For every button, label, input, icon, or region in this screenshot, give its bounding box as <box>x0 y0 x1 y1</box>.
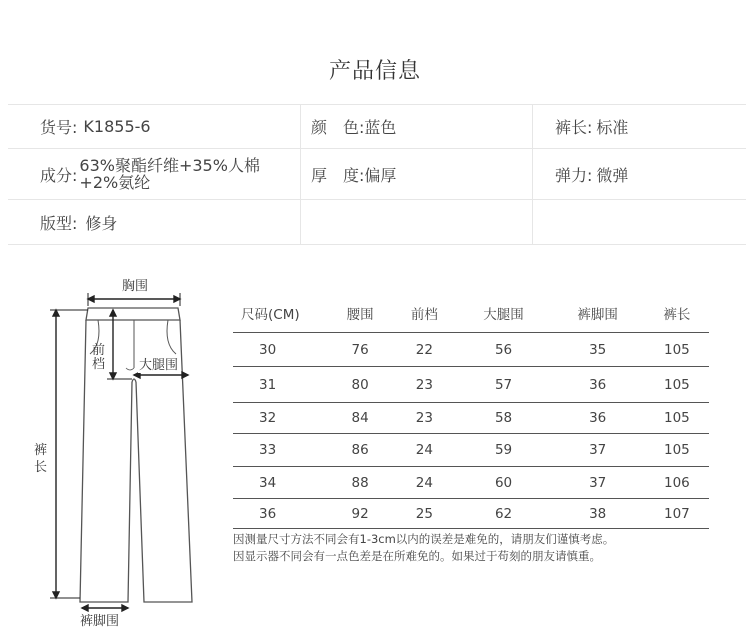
fit-label: 版型: <box>40 213 78 233</box>
stretch-value: 微弹 <box>596 165 629 185</box>
size-table-header-row <box>233 294 709 333</box>
empty-cell <box>300 200 532 244</box>
table-cell: 62 <box>456 499 550 529</box>
table-cell: 92 <box>328 499 392 529</box>
table-cell: 23 <box>392 403 456 434</box>
pants-measurement-diagram <box>28 272 228 637</box>
table-cell: 105 <box>645 403 709 434</box>
product-info-grid <box>8 104 746 245</box>
fit-value: 修身 <box>85 213 118 233</box>
header-thigh: 大腿围 <box>456 294 550 333</box>
color-label: 颜 色: <box>311 118 365 137</box>
table-cell: 106 <box>645 467 709 499</box>
table-row <box>233 367 709 403</box>
table-cell: 38 <box>551 499 645 529</box>
rise-label: 前档 <box>92 343 106 372</box>
table-cell: 34 <box>233 467 328 499</box>
table-cell: 31 <box>233 367 328 403</box>
thickness-cell <box>300 149 532 199</box>
color-difference-note: 因显示器不同会有一点色差是在所难免的。如果过于苟刻的朋友请慎重。 <box>233 549 601 563</box>
table-cell: 105 <box>645 333 709 367</box>
table-cell: 56 <box>456 333 550 367</box>
table-row <box>233 499 709 529</box>
table-cell: 86 <box>328 434 392 467</box>
header-rise: 前档 <box>392 294 456 333</box>
table-cell: 30 <box>233 333 328 367</box>
table-cell: 59 <box>456 434 550 467</box>
composition-cell <box>8 149 300 199</box>
info-row <box>8 148 746 199</box>
item-no-label: 货号: <box>40 118 78 137</box>
table-cell: 60 <box>456 467 550 499</box>
table-row <box>233 467 709 499</box>
hip-label: 胸围 <box>122 279 149 294</box>
table-cell: 105 <box>645 434 709 467</box>
length-type-value: 标准 <box>596 118 629 137</box>
table-cell: 35 <box>551 333 645 367</box>
table-cell: 33 <box>233 434 328 467</box>
thickness-value: 偏厚 <box>364 165 397 185</box>
table-row <box>233 403 709 434</box>
info-row <box>8 199 746 245</box>
measurement-note: 因测量尺寸方法不同会有1-3cm以内的误差是难免的，请朋友们谨慎考虑。 <box>233 532 615 546</box>
table-row <box>233 333 709 367</box>
table-cell: 84 <box>328 403 392 434</box>
empty-cell <box>532 200 746 244</box>
composition-line-2: +2%氨纶 <box>79 173 151 192</box>
color-cell <box>300 105 532 148</box>
header-waist: 腰围 <box>328 294 392 333</box>
table-cell: 36 <box>551 403 645 434</box>
size-table <box>233 294 709 529</box>
table-row <box>233 434 709 467</box>
table-cell: 76 <box>328 333 392 367</box>
pants-outline-icon <box>28 272 228 637</box>
table-cell: 37 <box>551 434 645 467</box>
table-cell: 88 <box>328 467 392 499</box>
length-type-cell <box>532 105 746 148</box>
table-cell: 25 <box>392 499 456 529</box>
item-no-value: K1855-6 <box>83 117 151 136</box>
fit-cell <box>8 200 300 244</box>
table-cell: 24 <box>392 467 456 499</box>
table-cell: 23 <box>392 367 456 403</box>
header-leg-opening: 裤脚围 <box>551 294 645 333</box>
composition-value <box>79 157 260 191</box>
composition-line-1: 63%聚酯纤维+35%人棉 <box>79 156 260 175</box>
length-label: 裤长 <box>34 443 48 475</box>
table-cell: 32 <box>233 403 328 434</box>
color-value: 蓝色 <box>364 118 397 137</box>
table-cell: 57 <box>456 367 550 403</box>
header-size: 尺码(CM) <box>233 294 328 333</box>
leg-opening-label: 裤脚围 <box>80 614 120 629</box>
page-title: 产品信息 <box>328 59 421 84</box>
table-cell: 58 <box>456 403 550 434</box>
table-cell: 36 <box>233 499 328 529</box>
thigh-label: 大腿围 <box>139 358 179 373</box>
info-row <box>8 104 746 148</box>
composition-label: 成分: <box>40 165 78 185</box>
table-cell: 22 <box>392 333 456 367</box>
thickness-label: 厚 度: <box>311 165 365 185</box>
table-cell: 37 <box>551 467 645 499</box>
stretch-cell <box>532 149 746 199</box>
item-no-cell <box>8 105 300 148</box>
table-cell: 80 <box>328 367 392 403</box>
table-cell: 24 <box>392 434 456 467</box>
header-length: 裤长 <box>645 294 709 333</box>
table-cell: 36 <box>551 367 645 403</box>
stretch-label: 弹力: <box>555 165 593 185</box>
length-type-label: 裤长: <box>555 118 593 137</box>
table-cell: 105 <box>645 367 709 403</box>
table-cell: 107 <box>645 499 709 529</box>
